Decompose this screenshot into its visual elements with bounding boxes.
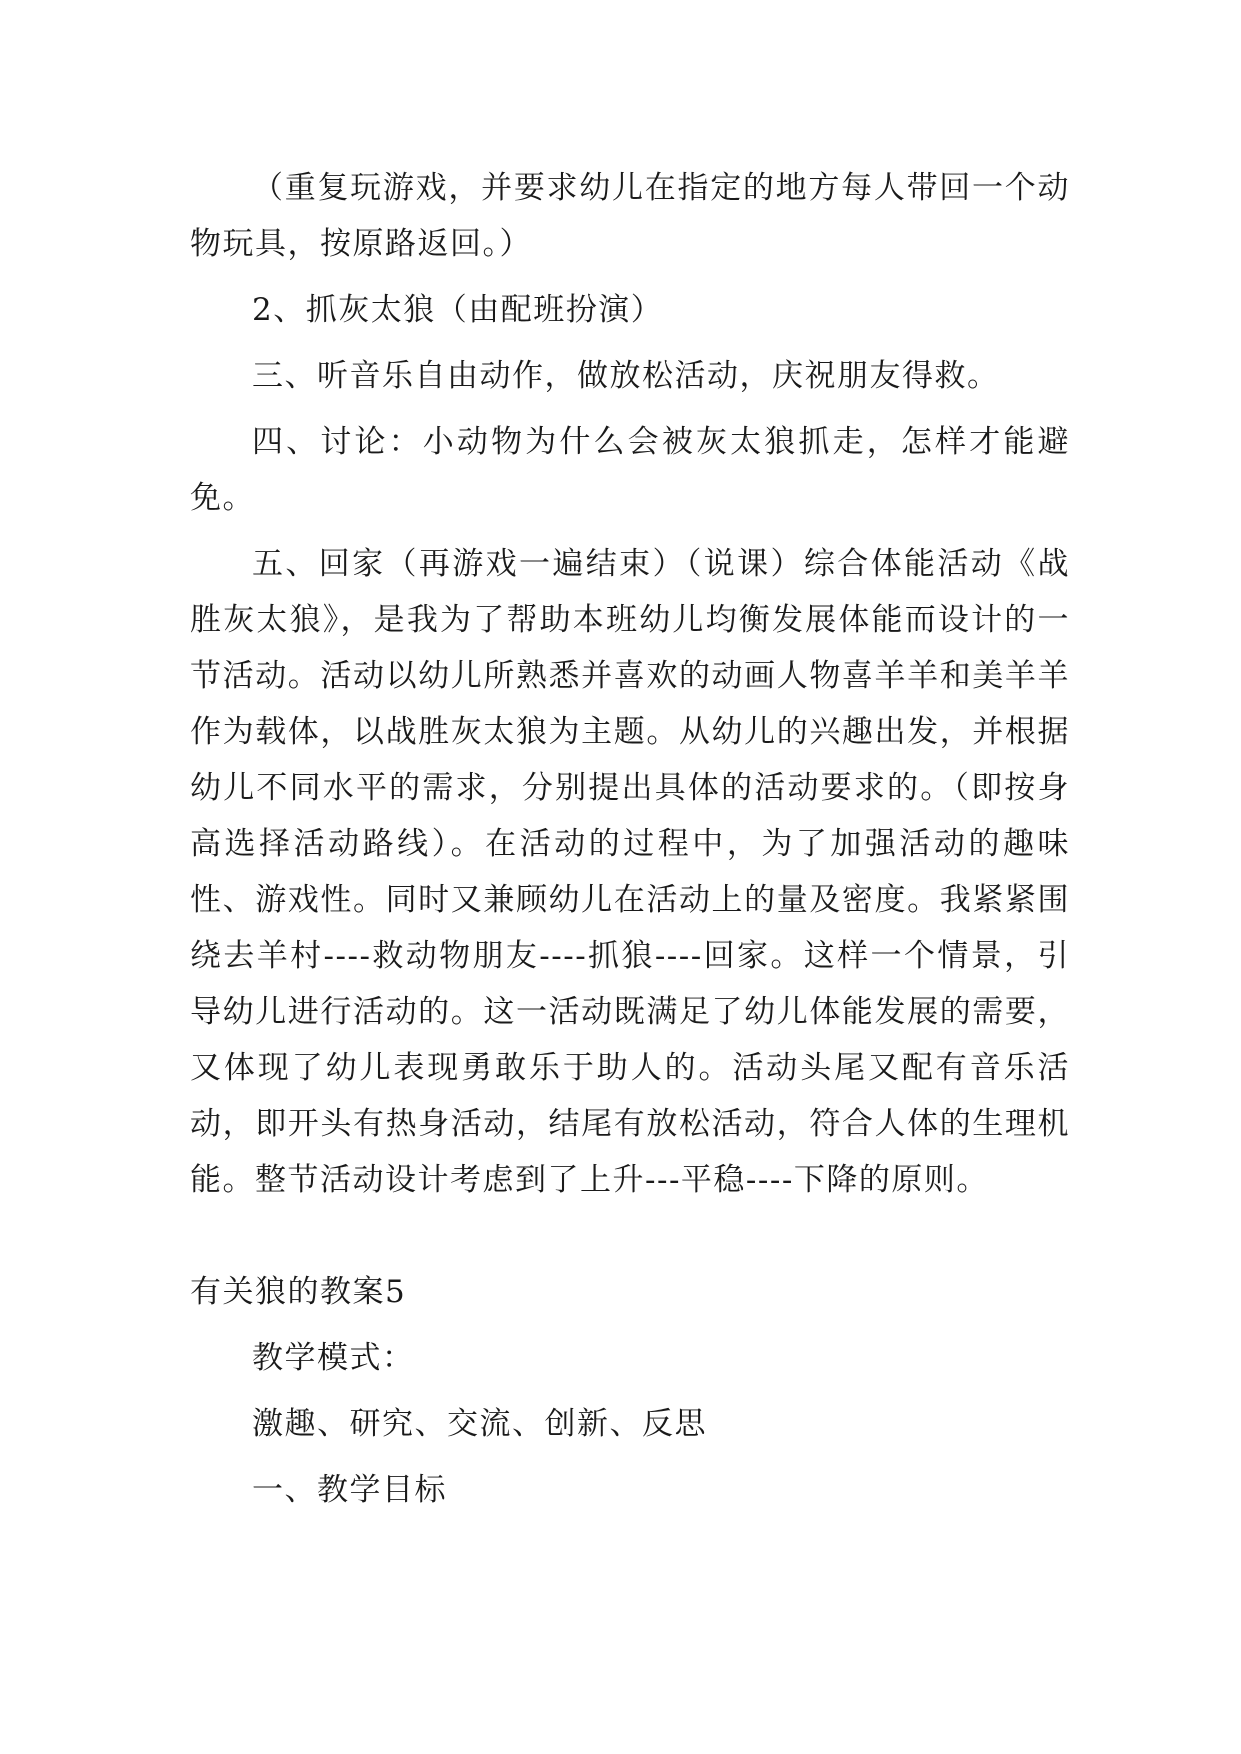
paragraph-catch-wolf: 2、抓灰太狼（由配班扮演） [252,292,664,328]
paragraph-repeat-game: （重复玩游戏，并要求幼儿在指定的地方每人带回一个动物玩具，按原路返回。） [190,170,1070,262]
section-title: 有关狼的教案5 [190,1274,407,1310]
paragraph-teaching-mode: 教学模式： [252,1340,415,1376]
paragraph-teaching-goals: 一、教学目标 [252,1472,447,1508]
paragraph-go-home-lesson: 五、回家（再游戏一遍结束）（说课）综合体能活动《战胜灰太狼》，是我为了帮助本班幼儿均衡发展体能而设计的一节活动。活动以幼儿所熟悉并喜欢的动画人物喜羊羊和美羊羊作为载体，以战胜灰太狼为主题。从幼儿的兴趣出发，并根据幼儿不同水平的需求，分别提出具体的活动要求的。（即按身高选择活动路线）。在活动的过程中，为了加强活动的趣味性、游戏性。同时又兼顾幼儿在活动上的量及密度。我紧紧围绕去羊村----救动物朋友----抓狼----回家。这样一个情景，引导幼儿进行活动的。这一活动既满足了幼儿体能发展的需要，又体现了幼儿表现勇敢乐于助人的。活动头尾又配有音乐活动，即开头有热身活动，结尾有放松活动，符合人体的生理机能。整节活动设计考虑到了上升---平稳----下降的原则。 [190,546,1070,1198]
document-body [190,160,1070,1518]
paragraph-relax-music: 三、听音乐自由动作，做放松活动，庆祝朋友得救。 [252,358,1000,394]
paragraph-discussion: 四、讨论：小动物为什么会被灰太狼抓走，怎样才能避免。 [190,424,1070,516]
paragraph-teaching-steps: 激趣、研究、交流、创新、反思 [252,1406,707,1442]
